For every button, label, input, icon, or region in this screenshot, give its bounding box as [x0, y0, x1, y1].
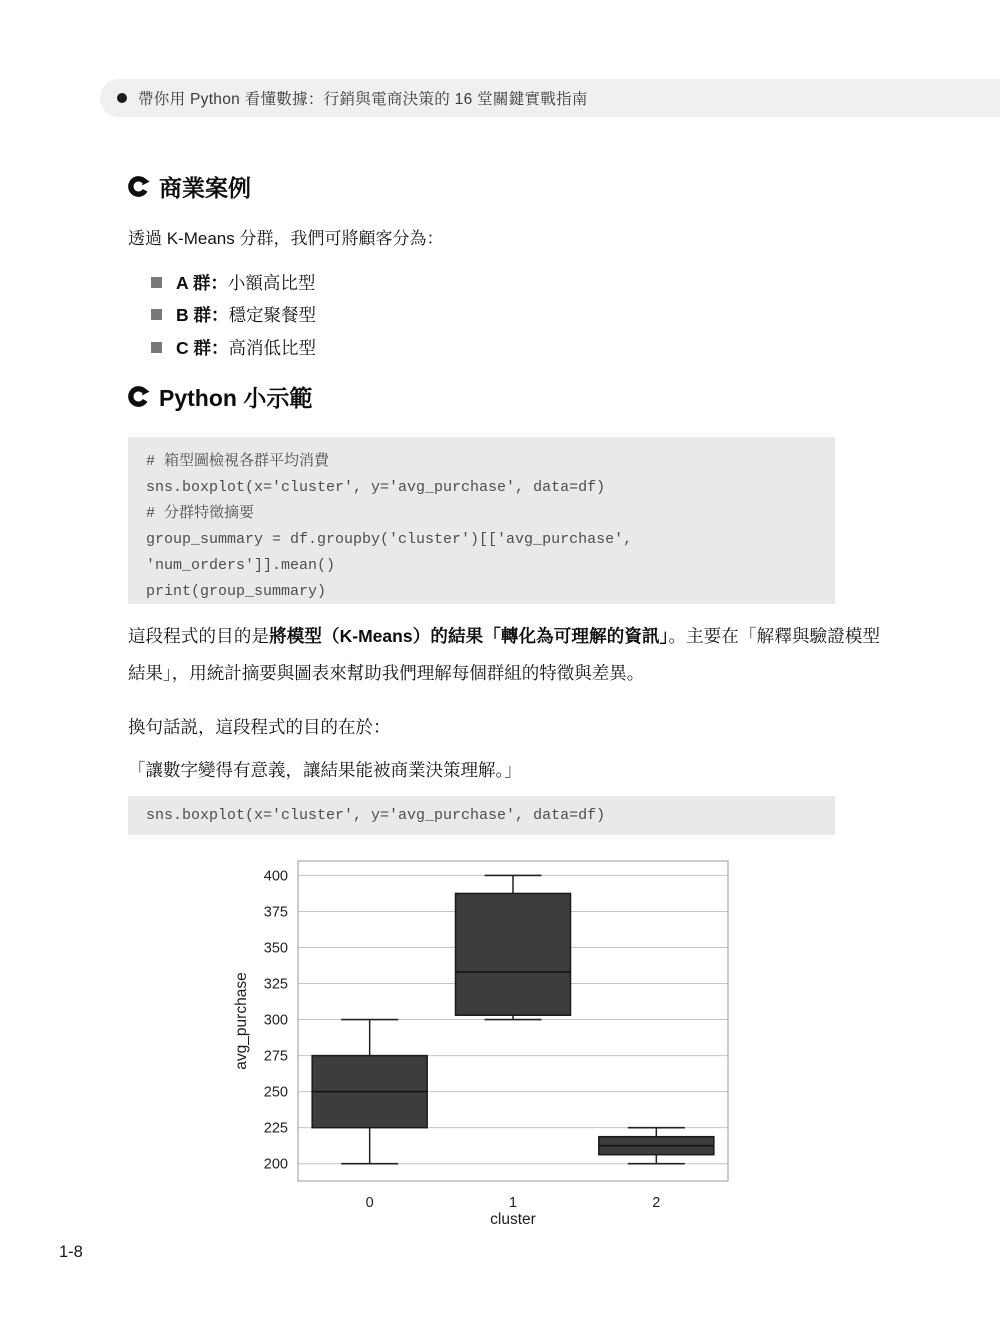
list-item-text: 小額高比型 — [227, 272, 316, 293]
x-axis-label: cluster — [490, 1211, 536, 1228]
svg-text:400: 400 — [263, 868, 288, 885]
x-axis-tick-labels — [366, 1195, 661, 1211]
svg-text:200: 200 — [263, 1156, 288, 1173]
list-item-label: C 群： — [176, 337, 229, 358]
y-axis-tick-labels — [264, 868, 288, 1172]
circular-arrow-icon — [127, 175, 150, 198]
paragraph-segment-bold: 將模型（K-Means）的結果「轉化為可理解的資訊」 — [269, 626, 669, 646]
explanation-paragraph — [128, 618, 880, 692]
list-item-label: A 群： — [176, 272, 228, 293]
square-bullet-icon — [151, 309, 162, 320]
page-number: 1-8 — [59, 1243, 83, 1261]
code-block-boxplot-summary — [128, 437, 835, 604]
code-block-boxplot-call — [128, 796, 835, 835]
svg-text:375: 375 — [263, 904, 288, 921]
code-line: 'num_orders']].mean() — [146, 557, 336, 574]
code-line: print(group_summary) — [146, 583, 327, 600]
book-title: 帶你用 Python 看懂數據：行銷與電商決策的 16 堂關鍵實戰指南 — [138, 91, 588, 108]
transition-paragraph: 換句話説，這段程式的目的在於： — [128, 717, 391, 737]
y-axis-label: avg_purchase — [233, 972, 250, 1070]
code-line: sns.boxplot(x='cluster', y='avg_purchase', data=df) — [146, 807, 606, 824]
box-cluster-2 — [599, 1128, 714, 1164]
paragraph-segment: 。主要在「解釋與驗證模型結果」，用統計摘要與圖表來幫助我們理解每個群組的特徵與差異。 — [128, 626, 880, 683]
paragraph-segment: 這段程式的目的是 — [128, 626, 270, 646]
list-item-text: 穩定聚餐型 — [228, 305, 316, 326]
svg-text:0: 0 — [365, 1195, 374, 1211]
section-heading-business-case — [127, 170, 251, 203]
boxplot-svg — [230, 853, 750, 1233]
circular-arrow-icon — [127, 385, 150, 408]
box-cluster-0 — [312, 1020, 427, 1164]
section-heading-python-demo — [127, 380, 312, 413]
svg-text:250: 250 — [263, 1084, 288, 1101]
header-bullet-icon — [117, 93, 127, 103]
list-item — [151, 331, 316, 364]
svg-text:275: 275 — [263, 1048, 288, 1065]
section-heading-label: Python 小示範 — [159, 385, 313, 411]
box-cluster-1 — [456, 875, 571, 1019]
code-line: # 分群特徵摘要 — [146, 505, 255, 522]
svg-text:1: 1 — [508, 1195, 518, 1211]
list-item-label: B 群： — [176, 305, 229, 326]
code-line: # 箱型圖檢視各群平均消費 — [146, 453, 330, 470]
section-heading-label: 商業案例 — [159, 175, 251, 201]
list-item — [151, 266, 316, 299]
square-bullet-icon — [151, 342, 162, 353]
quote-line: 「讓數字變得有意義，讓結果能被商業決策理解。」 — [128, 760, 522, 780]
svg-text:325: 325 — [263, 976, 288, 993]
svg-text:225: 225 — [263, 1120, 288, 1137]
list-item-text: 高消低比型 — [228, 337, 316, 358]
page-header-bar — [100, 79, 1000, 117]
intro-paragraph: 透過 K-Means 分群，我們可將顧客分為： — [128, 229, 444, 248]
code-line: group_summary = df.groupby('cluster')[['avg_purchase', — [146, 531, 633, 548]
svg-text:350: 350 — [263, 940, 288, 957]
square-bullet-icon — [151, 277, 162, 288]
list-item — [151, 299, 316, 332]
svg-text:300: 300 — [263, 1012, 288, 1029]
cluster-bullet-list — [151, 266, 316, 364]
svg-text:2: 2 — [652, 1195, 661, 1211]
boxplot-chart — [230, 853, 750, 1233]
code-line: sns.boxplot(x='cluster', y='avg_purchase', data=df) — [146, 479, 606, 496]
